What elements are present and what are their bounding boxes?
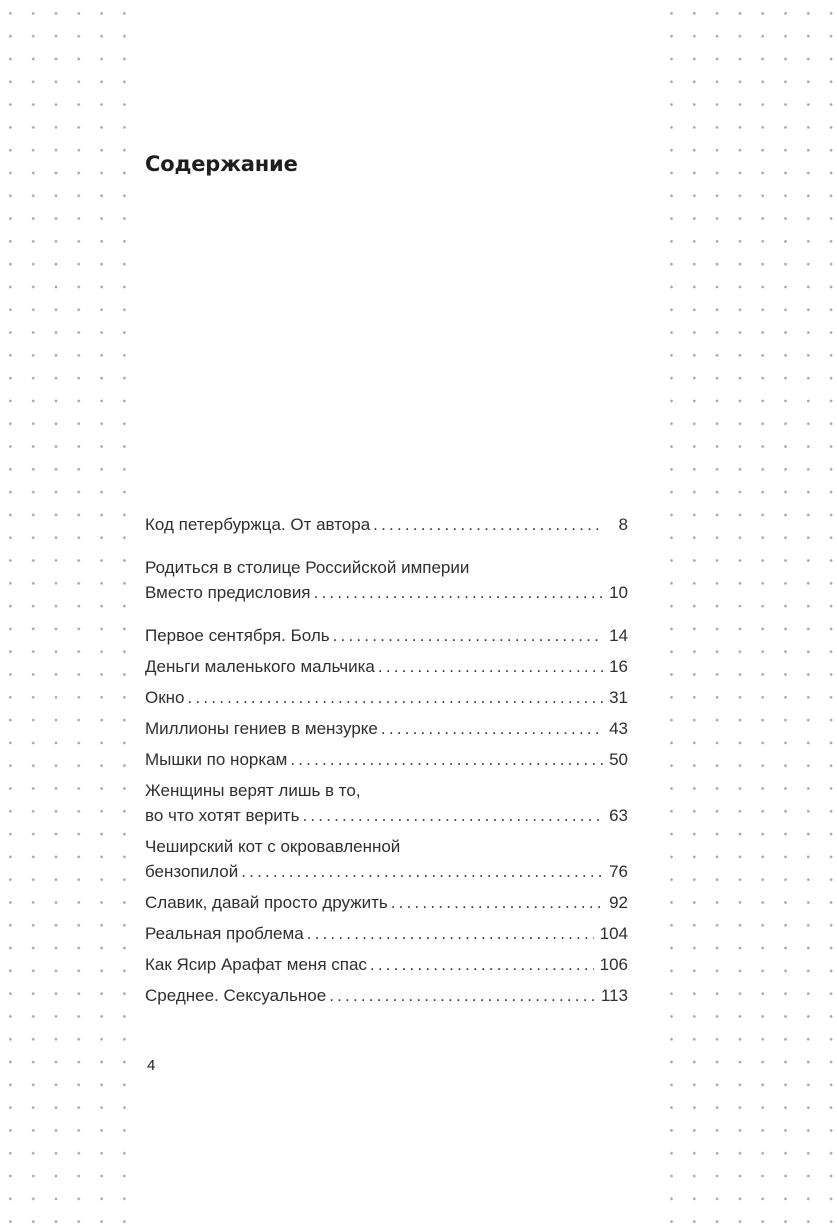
toc-entry-page: 106 bbox=[599, 955, 628, 974]
toc-entry-title-line1: Женщины верят лишь в то, bbox=[145, 781, 361, 800]
toc-entry bbox=[145, 778, 628, 828]
toc-entry-title: Мышки по норкам bbox=[145, 750, 288, 769]
toc-entry-title: Реальная проблема bbox=[145, 924, 304, 943]
toc-entry-title: Код петербуржца. От автора bbox=[145, 515, 371, 534]
dot-leader bbox=[378, 654, 603, 679]
dot-leader bbox=[381, 716, 603, 741]
toc-entry bbox=[145, 716, 628, 741]
toc-entry bbox=[145, 890, 628, 915]
toc-entry-page: 16 bbox=[609, 657, 628, 676]
dot-leader bbox=[329, 983, 595, 1008]
toc-entry bbox=[145, 952, 628, 977]
toc-entry bbox=[145, 654, 628, 679]
toc-entry-title: бензопилой bbox=[145, 862, 239, 881]
toc-entry-title: во что хотят верить bbox=[145, 806, 300, 825]
toc-entry-title: Деньги маленького мальчика bbox=[145, 657, 375, 676]
toc-entry-page: 104 bbox=[599, 924, 628, 943]
toc-entry-page: 63 bbox=[609, 806, 628, 825]
page-title: Содержание bbox=[145, 152, 298, 176]
toc-entry-page: 92 bbox=[609, 893, 628, 912]
toc-entry bbox=[145, 685, 628, 710]
toc-entry-page: 76 bbox=[609, 862, 628, 881]
dot-leader bbox=[188, 685, 604, 710]
dot-leader bbox=[314, 580, 604, 605]
toc-entry-page: 10 bbox=[609, 583, 628, 602]
toc-entry bbox=[145, 512, 628, 537]
toc-entry-title-line1: Родиться в столице Российской империи bbox=[145, 558, 470, 577]
dot-leader bbox=[307, 921, 594, 946]
dot-leader bbox=[302, 803, 603, 828]
toc-entry-title: Славик, давай просто дружить bbox=[145, 893, 388, 912]
toc-entry-title-line1: Чеширский кот с окровавленной bbox=[145, 837, 401, 856]
toc-entry bbox=[145, 623, 628, 648]
toc-entry-title: Первое сентября. Боль bbox=[145, 626, 330, 645]
table-of-contents bbox=[145, 512, 628, 1008]
page-number: 4 bbox=[147, 1057, 156, 1074]
dot-leader bbox=[290, 747, 603, 772]
toc-entry bbox=[145, 555, 628, 605]
dot-leader bbox=[373, 512, 604, 537]
toc-entry-title: Окно bbox=[145, 688, 185, 707]
toc-entry-page: 31 bbox=[609, 688, 628, 707]
toc-entry-title: Миллионы гениев в мензурке bbox=[145, 719, 378, 738]
dot-leader bbox=[391, 890, 603, 915]
dot-leader bbox=[241, 859, 603, 884]
toc-entry-title: Вместо предисловия bbox=[145, 583, 311, 602]
toc-entry-page: 14 bbox=[609, 626, 628, 645]
toc-entry bbox=[145, 921, 628, 946]
dot-leader bbox=[333, 623, 603, 648]
toc-entry-page: 113 bbox=[600, 986, 628, 1005]
toc-entry bbox=[145, 983, 628, 1008]
toc-entry bbox=[145, 834, 628, 884]
toc-entry-page: 8 bbox=[618, 515, 628, 534]
toc-entry-page: 43 bbox=[609, 719, 628, 738]
toc-entry-page: 50 bbox=[609, 750, 628, 769]
toc-entry-title: Среднее. Сексуальное bbox=[145, 986, 327, 1005]
toc-entry-title: Как Ясир Арафат меня спас bbox=[145, 955, 367, 974]
dot-leader bbox=[370, 952, 594, 977]
toc-entry bbox=[145, 747, 628, 772]
